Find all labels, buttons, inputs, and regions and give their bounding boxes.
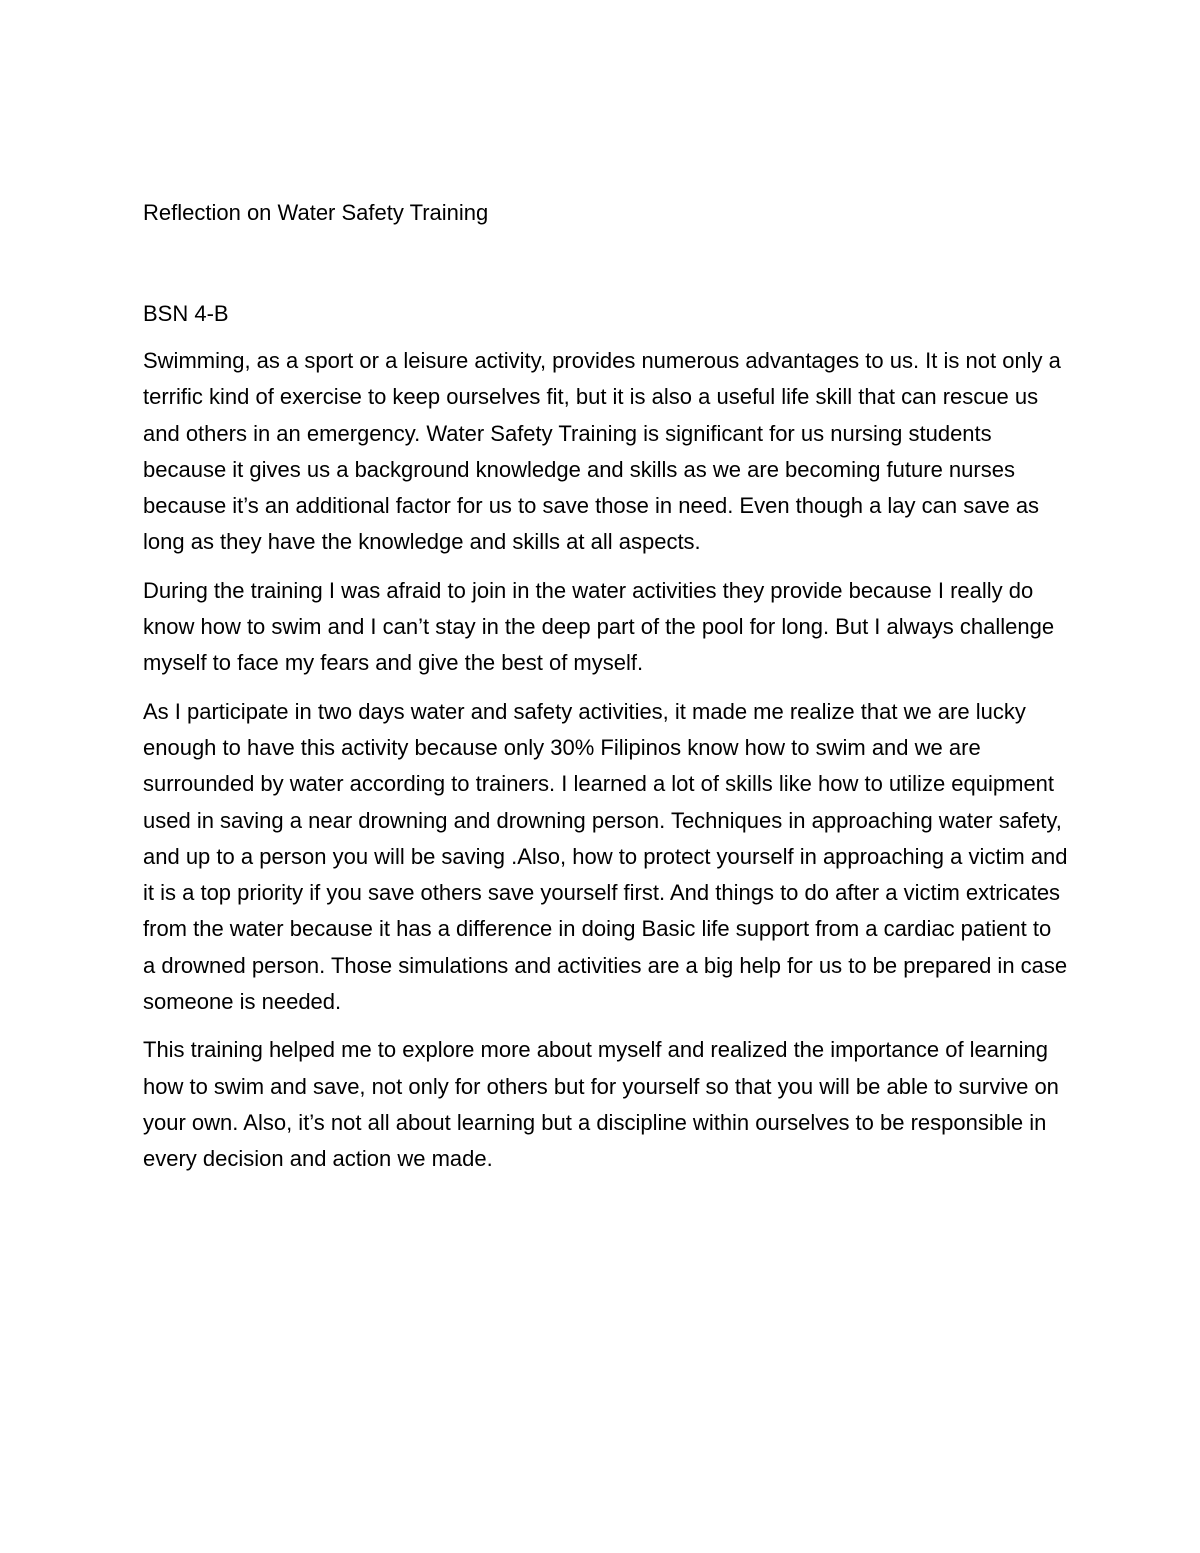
paragraph-conclusion: This training helped me to explore more about myself and realized the importance of learning how to swim and save, not only for others but for yourself so that you will be able to survive on your own. Also, it’s not all about learning but a discipline within ourselves to be responsible in every decision and action we made. — [143, 1037, 1059, 1172]
document-body — [143, 196, 1068, 1178]
paragraph-intro: Swimming, as a sport or a leisure activity, provides numerous advantages to us. It is not only a terrific kind of exercise to keep ourselves fit, but it is also a useful life skill that can rescue us and others in an emergency. Water Safety Training is significant for us nursing students because it gives us a background knowledge and skills as we are becoming future nurses because it’s an additional factor for us to save those in need. Even though a lay can save as long as they have the knowledge and skills at all aspects. — [143, 348, 1061, 555]
paragraph-activities: As I participate in two days water and safety activities, it made me realize that we are lucky enough to have this activity because only 30% Filipinos know how to swim and we are surrounded by water according to trainers. I learned a lot of skills like how to utilize equipment used in saving a near drowning and drowning person. Techniques in approaching water safety, and up to a person you will be saving .Also, how to protect yourself in approaching a victim and it is a top priority if you save others save yourself first. And things to do after a victim extricates from the water because it has a difference in doing Basic life support from a cardiac patient to a drowned person. Those simulations and activities are a big help for us to be prepared in case someone is needed. — [143, 698, 1068, 1015]
class-section: BSN 4-B — [143, 301, 229, 326]
paragraph-fears: During the training I was afraid to join in the water activities they provide because I really do know how to swim and I can’t stay in the deep part of the pool for long. But I always challenge myself to face my fears and give the best of myself. — [143, 577, 1055, 676]
document-title: Reflection on Water Safety Training — [143, 200, 489, 225]
